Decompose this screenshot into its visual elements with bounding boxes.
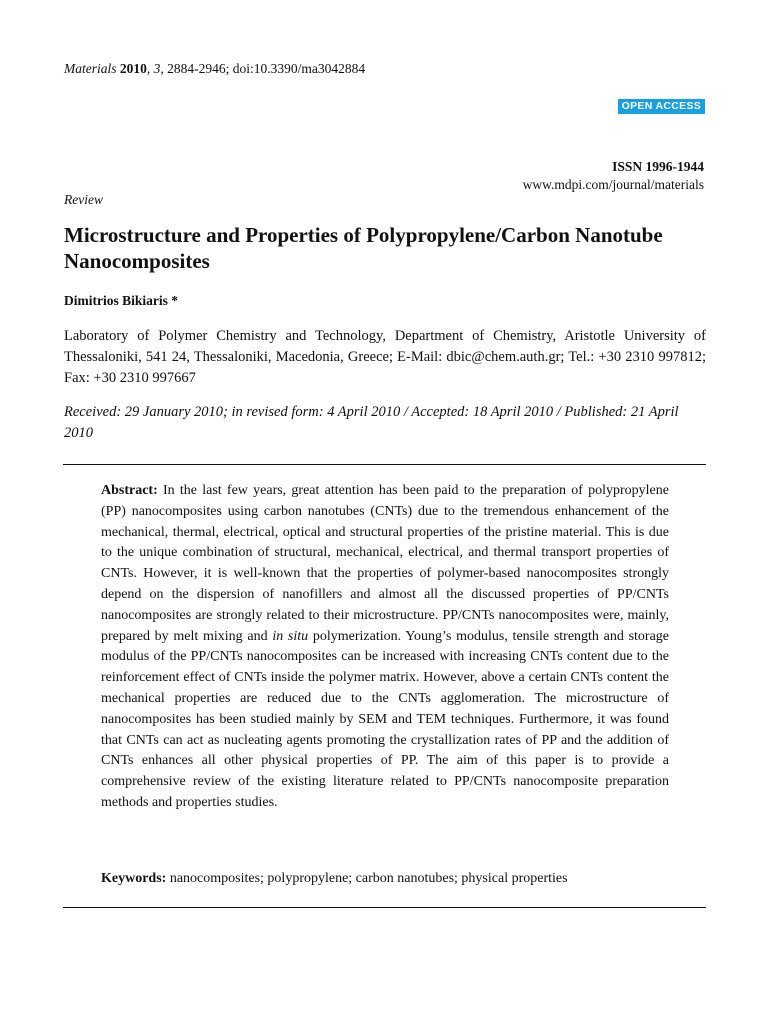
journal-volume: 3	[153, 61, 161, 76]
publication-dates: Received: 29 January 2010; in revised form: 4 April 2010 / Accepted: 18 April 2010 / Published: 21 April 2010	[64, 404, 679, 441]
journal-pages-doi: , 2884-2946; doi:10.3390/ma3042884	[160, 61, 366, 76]
bottom-divider	[63, 907, 706, 908]
author: Dimitrios Bikiaris *	[64, 293, 178, 308]
abstract-text-1: In the last few years, great attention has been paid to the preparation of polypropylene (PP) nanocomposites using carbon nanotubes (CNTs) due to the tremendous enhancement of the mechanical, thermal, electrical, optical and structural properties of the pristine material. This is due to the unique combination of structural, mechanical, electrical, and thermal transport properties of CNTs. However, it is well-known that the properties of polymer-based nanocomposites strongly depend on the dispersion of nanofillers and almost all the discussed properties of PP/CNTs nanocomposites are strongly related to their microstructure. PP/CNTs nanocomposites were, mainly, prepared by melt mixing and	[101, 483, 669, 644]
journal-year: 2010	[119, 61, 147, 76]
keywords-label: Keywords:	[101, 871, 167, 886]
abstract-italic: in situ	[272, 628, 309, 644]
journal-url[interactable]: www.mdpi.com/journal/materials	[522, 177, 704, 192]
top-divider	[63, 464, 706, 465]
article-type: Review	[64, 192, 103, 207]
journal-name: Materials	[64, 61, 117, 76]
issn: ISSN 1996-1944	[612, 159, 704, 174]
journal-citation: Materials 2010, 3, 2884-2946; doi:10.3390/ma3042884	[64, 61, 366, 76]
article-title: Microstructure and Properties of Polypropylene/Carbon Nanotube Nanocomposites	[64, 223, 663, 273]
open-access-badge: OPEN ACCESS	[618, 99, 705, 114]
abstract-label: Abstract:	[101, 483, 158, 498]
abstract-text-2: polymerization. Young’s modulus, tensile strength and storage modulus of the PP/CNTs nanocomposites can be increased with increasing CNTs content due to the reinforcement effect of CNTs inside the polymer matrix. However, above a certain CNTs content the mechanical properties are reduced due to the CNTs agglomeration. The microstructure of nanocomposites has been studied mainly by SEM and TEM techniques. Furthermore, it was found that CNTs can act as nucleating agents promoting the crystallization rates of PP and the addition of CNTs enhances all other physical properties of PP. The aim of this paper is to provide a comprehensive review of the existing literature related to PP/CNTs nanocomposite preparation methods and properties studies.	[101, 628, 669, 810]
abstract	[101, 481, 669, 814]
affiliation: Laboratory of Polymer Chemistry and Technology, Department of Chemistry, Aristotle University of Thessaloniki, 541 24, Thessaloniki, Macedonia, Greece; E-Mail: dbic@chem.auth.gr; Tel.: +30 2310 997812; Fax: +30 2310 997667	[64, 328, 706, 386]
keywords-text: nanocomposites; polypropylene; carbon nanotubes; physical properties	[166, 871, 568, 886]
keywords	[101, 869, 669, 889]
